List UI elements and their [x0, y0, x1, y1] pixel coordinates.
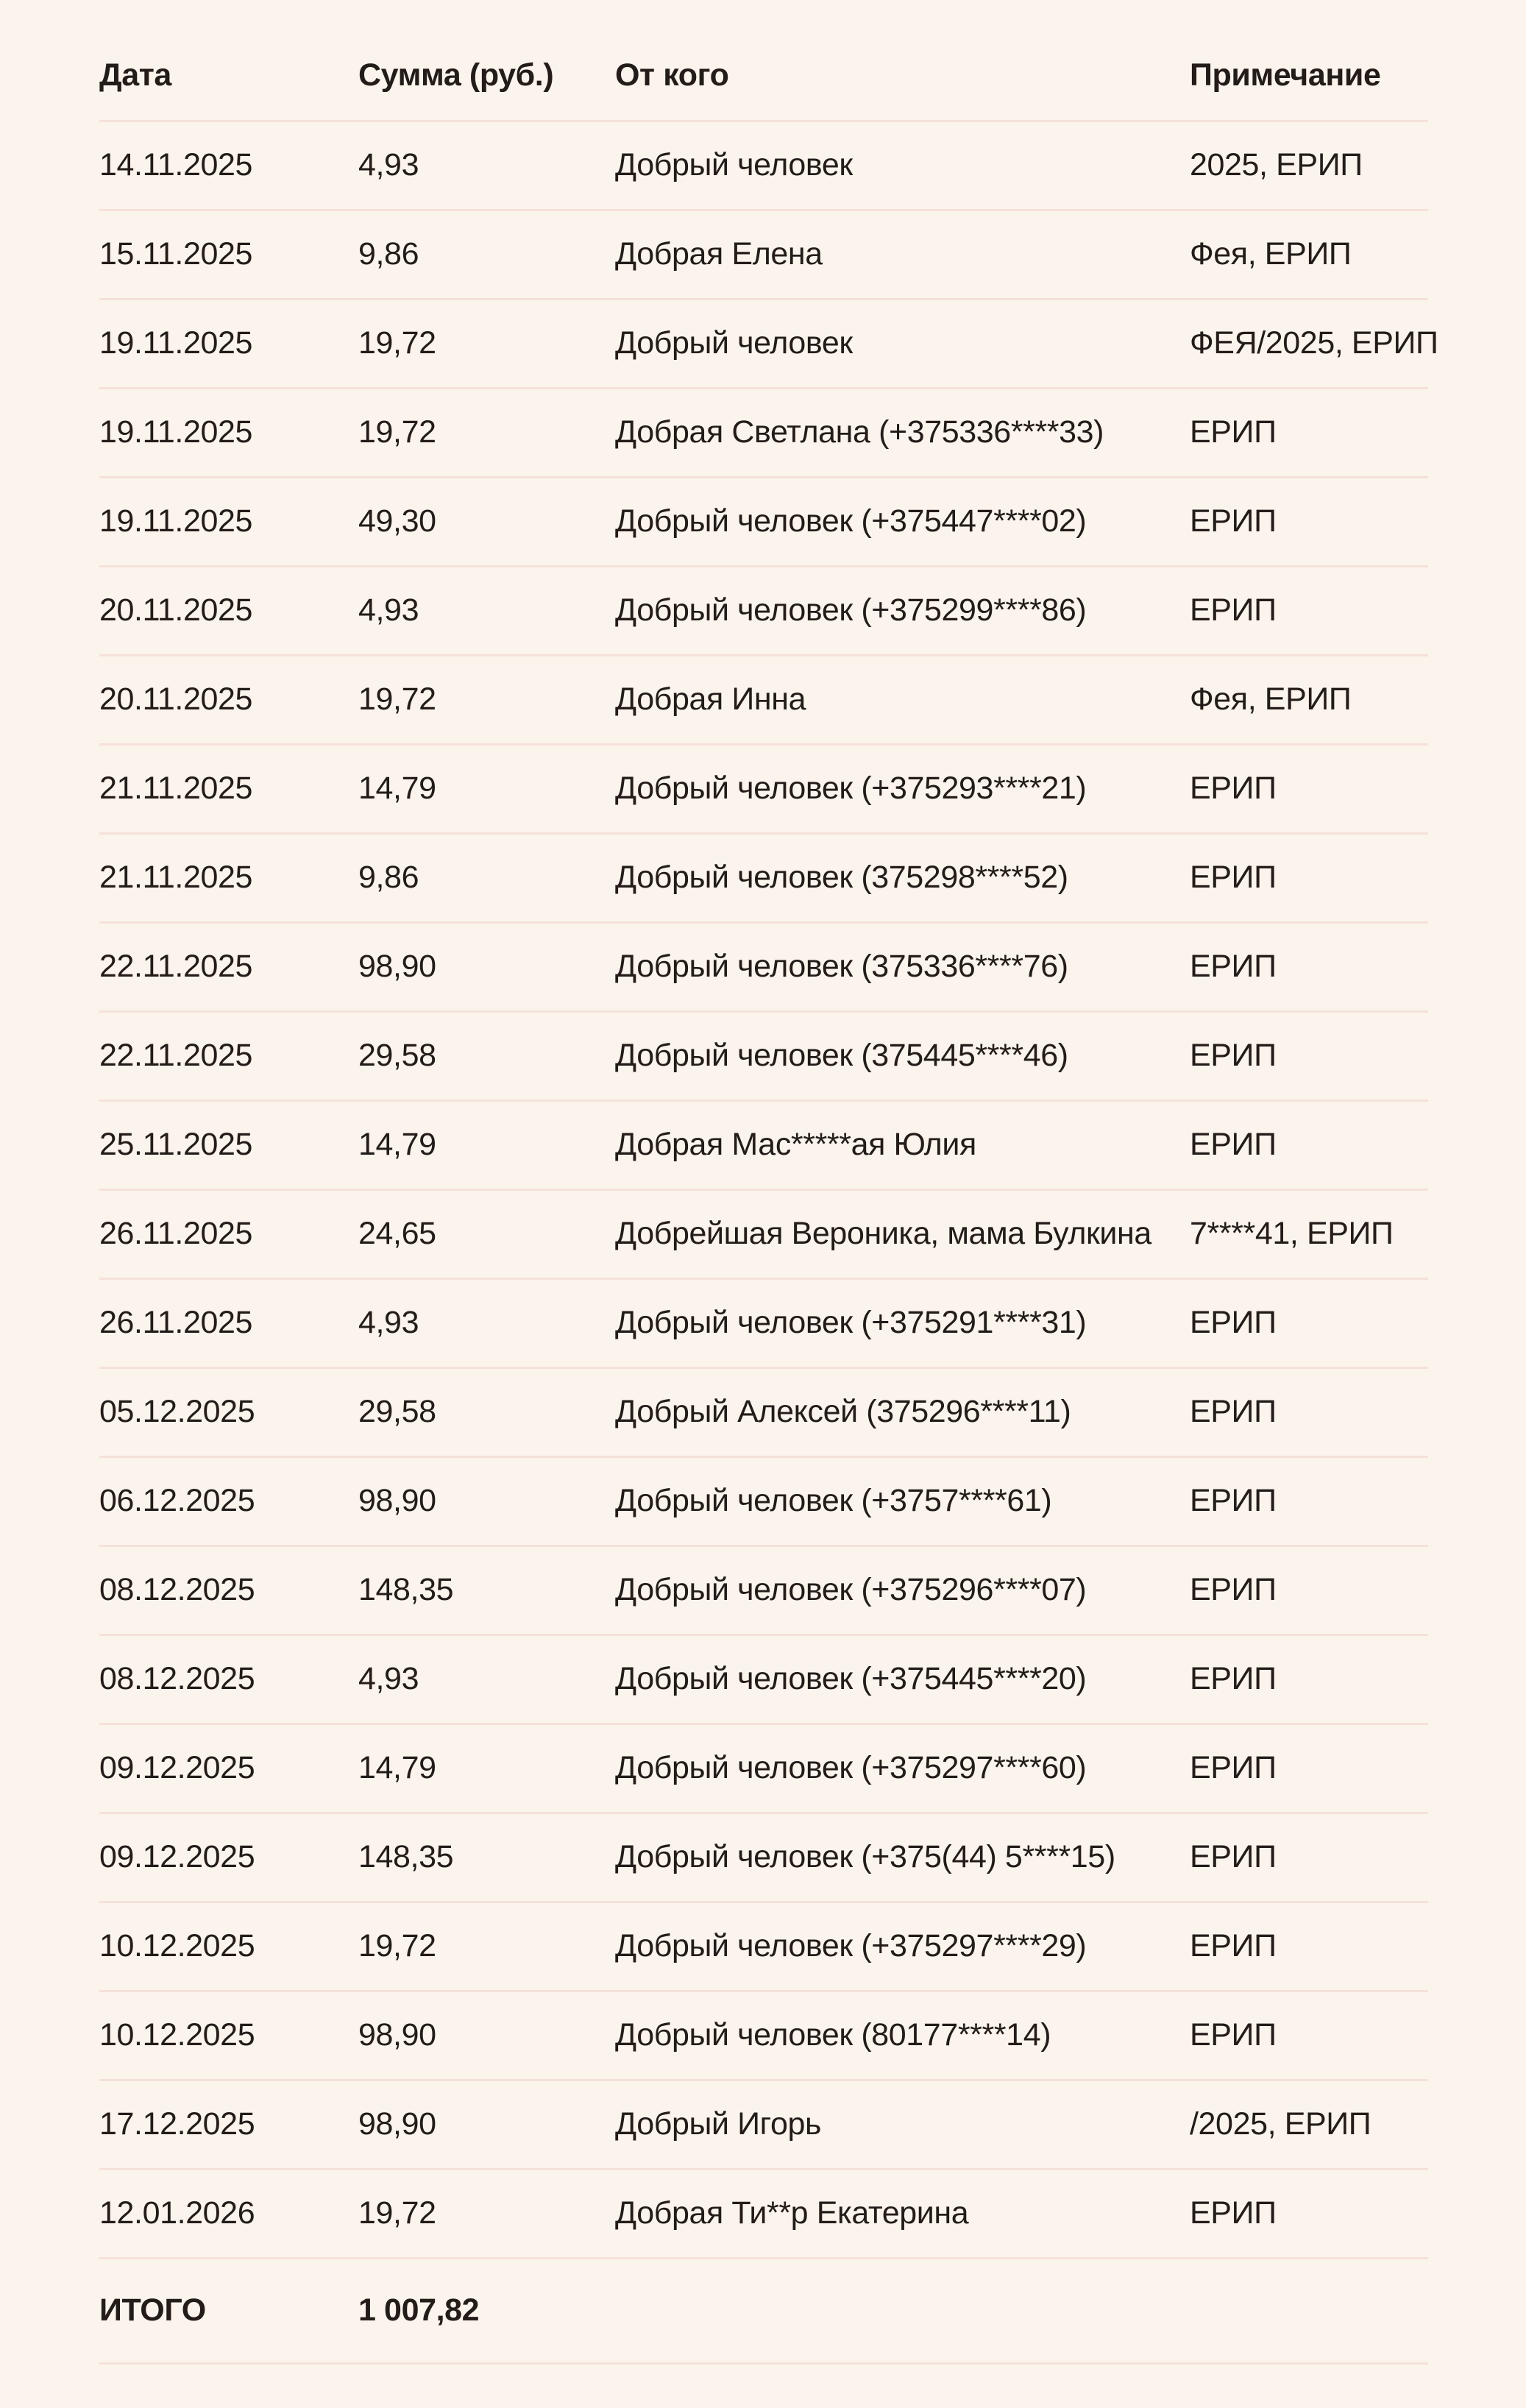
cell-amount: 9,86 [358, 236, 419, 272]
cell-amount: 9,86 [358, 860, 419, 896]
column-header-amount: Сумма (руб.) [358, 57, 554, 93]
cell-date: 15.11.2025 [99, 236, 253, 272]
table-row [99, 1369, 1428, 1458]
cell-date: 08.12.2025 [99, 1572, 255, 1608]
cell-from: Добрый человек (375445****46) [615, 1038, 1068, 1074]
cell-date: 25.11.2025 [99, 1127, 253, 1163]
table-row [99, 1013, 1428, 1102]
cell-date: 10.12.2025 [99, 2017, 255, 2053]
table-row [99, 1547, 1428, 1636]
cell-date: 20.11.2025 [99, 681, 253, 718]
cell-from: Добрый человек (375298****52) [615, 860, 1068, 896]
cell-amount: 29,58 [358, 1038, 436, 1074]
cell-note: ЕРИП [1190, 860, 1277, 896]
cell-date: 20.11.2025 [99, 592, 253, 628]
cell-note: Фея, ЕРИП [1190, 236, 1352, 272]
cell-note: 7****41, ЕРИП [1190, 1216, 1394, 1252]
cell-amount: 4,93 [358, 147, 419, 183]
cell-note: Фея, ЕРИП [1190, 681, 1352, 718]
cell-amount: 24,65 [358, 1216, 436, 1252]
table-row [99, 478, 1428, 567]
table-row [99, 1992, 1428, 2081]
table-header-row [99, 0, 1428, 122]
cell-amount: 29,58 [358, 1394, 436, 1430]
table-row [99, 1280, 1428, 1369]
table-body [99, 122, 1438, 2259]
cell-note: ЕРИП [1190, 1572, 1277, 1608]
cell-from: Добрая Мас*****ая Юлия [615, 1127, 976, 1163]
cell-date: 19.11.2025 [99, 414, 253, 450]
cell-date: 26.11.2025 [99, 1305, 253, 1341]
cell-note: ЕРИП [1190, 1305, 1277, 1341]
cell-note: ЕРИП [1190, 949, 1277, 985]
cell-from: Добрая Светлана (+375336****33) [615, 414, 1104, 450]
cell-from: Добрый человек (+375291****31) [615, 1305, 1087, 1341]
cell-date: 05.12.2025 [99, 1394, 255, 1430]
cell-amount: 19,72 [358, 681, 436, 718]
table-row [99, 835, 1428, 924]
cell-from: Добрая Елена [615, 236, 823, 272]
cell-date: 06.12.2025 [99, 1483, 255, 1519]
table-row [99, 211, 1428, 300]
cell-note: ЕРИП [1190, 1483, 1277, 1519]
cell-from: Добрый человек (+3757****61) [615, 1483, 1052, 1519]
table-row [99, 656, 1428, 746]
cell-from: Добрый человек (+375297****60) [615, 1750, 1087, 1786]
table-row [99, 1725, 1428, 1814]
cell-note: ЕРИП [1190, 503, 1277, 539]
table-row [99, 389, 1428, 478]
cell-from: Добрая Инна [615, 681, 806, 718]
cell-note: ЕРИП [1190, 1928, 1277, 1964]
cell-amount: 98,90 [358, 1483, 436, 1519]
cell-date: 10.12.2025 [99, 1928, 255, 1964]
cell-amount: 19,72 [358, 414, 436, 450]
table-total-row [99, 2259, 1428, 2365]
cell-note: ЕРИП [1190, 2195, 1277, 2231]
table-row [99, 2081, 1428, 2170]
table-row [99, 746, 1428, 835]
cell-note: ЕРИП [1190, 771, 1277, 807]
cell-from: Добрый человек (+375447****02) [615, 503, 1087, 539]
cell-from: Добрый человек (375336****76) [615, 949, 1068, 985]
cell-note: ЕРИП [1190, 2017, 1277, 2053]
cell-date: 22.11.2025 [99, 949, 253, 985]
cell-date: 21.11.2025 [99, 860, 253, 896]
table-row [99, 567, 1428, 656]
cell-date: 21.11.2025 [99, 771, 253, 807]
cell-amount: 98,90 [358, 949, 436, 985]
table-row [99, 2170, 1428, 2259]
cell-from: Добрый человек (+375293****21) [615, 771, 1087, 807]
cell-from: Добрейшая Вероника, мама Булкина [615, 1216, 1151, 1252]
cell-date: 17.12.2025 [99, 2106, 255, 2142]
cell-from: Добрый Алексей (375296****11) [615, 1394, 1071, 1430]
cell-amount: 19,72 [358, 325, 436, 361]
cell-from: Добрый человек [615, 325, 853, 361]
table-row [99, 924, 1428, 1013]
table-row [99, 300, 1438, 389]
cell-from: Добрый человек (+375297****29) [615, 1928, 1087, 1964]
cell-note: ЕРИП [1190, 1661, 1277, 1697]
cell-from: Добрая Ти**р Екатерина [615, 2195, 969, 2231]
cell-note: ЕРИП [1190, 1394, 1277, 1430]
cell-date: 09.12.2025 [99, 1750, 255, 1786]
cell-note: /2025, ЕРИП [1190, 2106, 1371, 2142]
cell-date: 19.11.2025 [99, 325, 253, 361]
cell-amount: 19,72 [358, 2195, 436, 2231]
cell-amount: 148,35 [358, 1839, 454, 1875]
cell-amount: 148,35 [358, 1572, 454, 1608]
cell-from: Добрый человек (+375(44) 5****15) [615, 1839, 1115, 1875]
table-row [99, 1636, 1428, 1725]
cell-from: Добрый человек (+375296****07) [615, 1572, 1087, 1608]
table-row [99, 1814, 1428, 1903]
cell-date: 19.11.2025 [99, 503, 253, 539]
total-amount: 1 007,82 [358, 2292, 480, 2329]
cell-amount: 98,90 [358, 2017, 436, 2053]
table-row [99, 1102, 1428, 1191]
cell-amount: 4,93 [358, 1661, 419, 1697]
cell-amount: 98,90 [358, 2106, 436, 2142]
cell-note: ФЕЯ/2025, ЕРИП [1190, 325, 1438, 361]
cell-from: Добрый человек (+375445****20) [615, 1661, 1087, 1697]
cell-note: ЕРИП [1190, 414, 1277, 450]
cell-from: Добрый человек (80177****14) [615, 2017, 1051, 2053]
cell-from: Добрый человек [615, 147, 853, 183]
cell-amount: 14,79 [358, 1127, 436, 1163]
cell-note: 2025, ЕРИП [1190, 147, 1363, 183]
cell-amount: 19,72 [358, 1928, 436, 1964]
cell-date: 12.01.2026 [99, 2195, 255, 2231]
table-row [99, 1458, 1428, 1547]
column-header-note: Примечание [1190, 57, 1381, 93]
column-header-date: Дата [99, 57, 171, 93]
cell-amount: 14,79 [358, 1750, 436, 1786]
cell-amount: 14,79 [358, 771, 436, 807]
cell-date: 09.12.2025 [99, 1839, 255, 1875]
table-row [99, 122, 1428, 211]
cell-date: 26.11.2025 [99, 1216, 253, 1252]
table-row [99, 1903, 1428, 1992]
cell-date: 22.11.2025 [99, 1038, 253, 1074]
total-label: ИТОГО [99, 2292, 206, 2329]
table-row [99, 1191, 1428, 1280]
cell-date: 08.12.2025 [99, 1661, 255, 1697]
cell-from: Добрый человек (+375299****86) [615, 592, 1087, 628]
cell-amount: 49,30 [358, 503, 436, 539]
column-header-from: От кого [615, 57, 729, 93]
cell-date: 14.11.2025 [99, 147, 253, 183]
cell-note: ЕРИП [1190, 592, 1277, 628]
cell-amount: 4,93 [358, 1305, 419, 1341]
cell-note: ЕРИП [1190, 1750, 1277, 1786]
cell-amount: 4,93 [358, 592, 419, 628]
cell-note: ЕРИП [1190, 1038, 1277, 1074]
cell-note: ЕРИП [1190, 1839, 1277, 1875]
cell-note: ЕРИП [1190, 1127, 1277, 1163]
cell-from: Добрый Игорь [615, 2106, 822, 2142]
